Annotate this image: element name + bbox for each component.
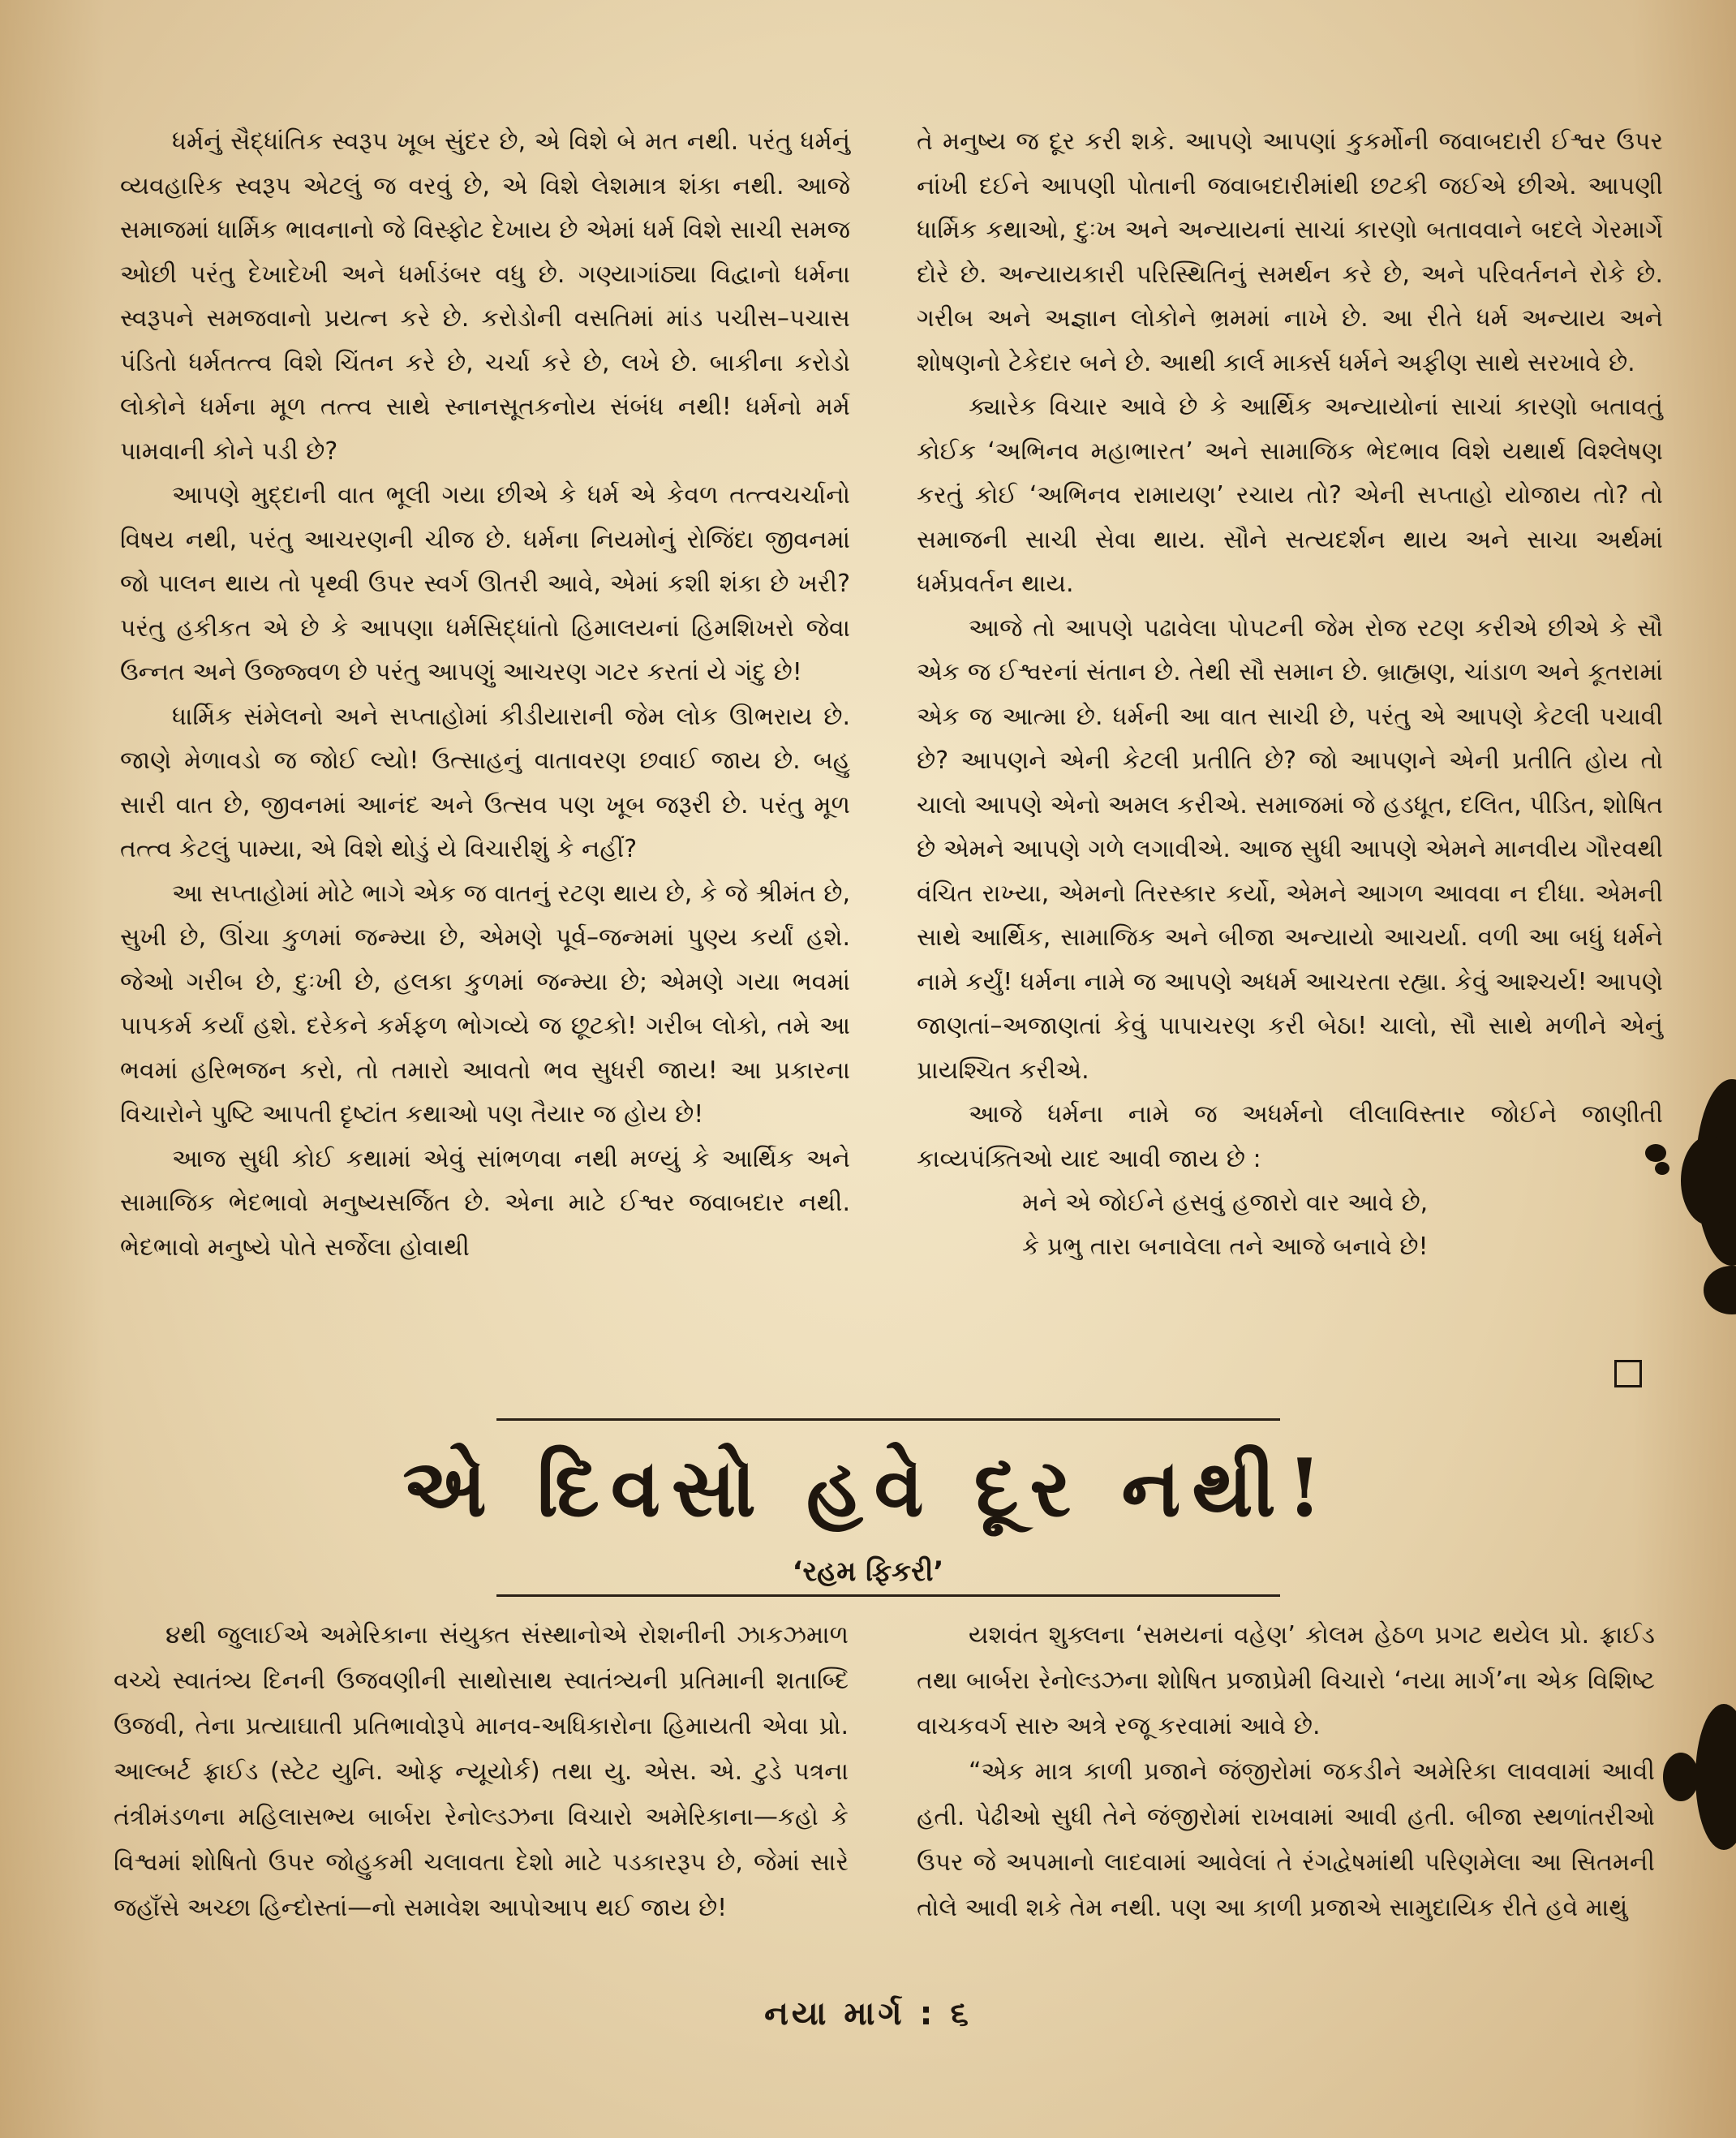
ink-stain <box>1681 1136 1736 1225</box>
poem-line: મને એ જોઈને હસવું હજારો વાર આવે છે, <box>1022 1189 1429 1217</box>
ink-stain <box>1663 1753 1699 1801</box>
paragraph: આજે તો આપણે પઢાવેલા પોપટની જેમ રોજ રટણ કરીએ છીએ કે સૌ એક જ ઈશ્વરનાં સંતાન છે. તેથી સૌ સમાન છે. બ્રાહ્મણ, ચાંડાળ અને કૂતરામાં એક જ આત્મા છે. ધર્મની આ વાત સાચી છે, પરંતુ એ આપણે કેટલી પચાવી છે? આપણને એની કેટલી પ્રતીતિ છે? જો આપણને એની પ્રતીતિ હોય તો ચાલો આપણે એનો અમલ કરીએ. સમાજમાં જે હડધૂત, દલિત, પીડિત, શોષિત છે એમને આપણે ગળે લગાવીએ. આજ સુધી આપણે એમને માનવીય ગૌરવથી વંચિત રાખ્યા, એમનો તિરસ્કાર કર્યો, એમને આગળ આવવા ન દીધા. એમની સાથે આર્થિક, સામાજિક અને બીજા અન્યાયો આચર્યા. વળી આ બધું ધર્મને નામે કર્યું! ધર્મના નામે જ આપણે અધર્મ આચરતા રહ્યા. કેવું આશ્ચર્ય! આપણે જાણતાં–અજાણતાં કેવું પાપાચરણ કરી બેઠા! ચાલો, સૌ સાથે મળીને એનું પ્રાયશ્ચિત કરીએ. <box>917 613 1663 1085</box>
article-byline: ‘રહમ ફિકરી’ <box>792 1555 944 1588</box>
paragraph: ધર્મનું સૈદ્ધાંતિક સ્વરૂપ ખૂબ સુંદર છે, એ વિશે બે મત નથી. પરંતુ ધર્મનું વ્યવહારિક સ્વરૂપ એટલું જ વરવું છે, એ વિશે લેશમાત્ર શંકા નથી. આજે સમાજમાં ધાર્મિક ભાવનાનો જે વિસ્ફોટ દેખાય છે એમાં ધર્મ વિશે સાચી સમજ ઓછી પરંતુ દેખાદેખી અને ધર્માડંબર વધુ છે. ગણ્યાગાંઠ્યા વિદ્વાનો ધર્મના સ્વરૂપને સમજવાનો પ્રયત્ન કરે છે. કરોડોની વસતિમાં માંડ પચીસ–પચાસ પંડિતો ધર્મતત્ત્વ વિશે ચિંતન કરે છે, ચર્ચા કરે છે, લખે છે. બાકીના કરોડો લોકોને ધર્મના મૂળ તત્ત્વ સાથે સ્નાનસૂતકનોય સંબંધ નથી! ધર્મનો મર્મ પામવાની કોને પડી છે? <box>120 127 850 466</box>
paragraph: તે મનુષ્ય જ દૂર કરી શકે. આપણે આપણાં કુકર્મોની જવાબદારી ઈશ્વર ઉપર નાંખી દઈને આપણી પોતાની જવાબદારીમાંથી છટકી જઈએ છીએ. આપણી ધાર્મિક કથાઓ, દુઃખ અને અન્યાયનાં સાચાં કારણો બતાવવાને બદલે ગેરમાર્ગે દોરે છે. અન્યાયકારી પરિસ્થિતિનું સમર્થન કરે છે, અને પરિવર્તનને રોકે છે. ગરીબ અને અજ્ઞાન લોકોને ભ્રમમાં નાખે છે. આ રીતે ધર્મ અન્યાય અને શોષણનો ટેકેદાર બને છે. આથી કાર્લ માર્ક્સ ધર્મને અફીણ સાથે સરખાવે છે. <box>917 127 1663 377</box>
paragraph: આ સપ્તાહોમાં મોટે ભાગે એક જ વાતનું રટણ થાય છે, કે જે શ્રીમંત છે, સુખી છે, ઊંચા કુળમાં જન્મ્યા છે, એમણે પૂર્વ–જન્મમાં પુણ્ય કર્યાં હશે. જેઓ ગરીબ છે, દુઃખી છે, હલકા કુળમાં જન્મ્યા છે; એમણે ગયા ભવમાં પાપકર્મ કર્યાં હશે. દરેકને કર્મફળ ભોગવ્યે જ છૂટકો! ગરીબ લોકો, તમે આ ભવમાં હરિભજન કરો, તો તમારો આવતો ભવ સુધરી જાય! આ પ્રકારના વિચારોને પુષ્ટિ આપતી દૃષ્ટાંત કથાઓ પણ તૈયાર જ હોય છે! <box>120 879 850 1129</box>
article2-column-right <box>917 1613 1655 1931</box>
paragraph: ધાર્મિક સંમેલનો અને સપ્તાહોમાં કીડીયારાની જેમ લોક ઊભરાય છે. જાણે મેળાવડો જ જોઈ લ્યો! ઉત્સાહનું વાતાવરણ છવાઈ જાય છે. બહુ સારી વાત છે, જીવનમાં આનંદ અને ઉત્સવ પણ ખૂબ જરૂરી છે. પરંતુ મૂળ તત્ત્વ કેટલું પામ્યા, એ વિશે થોડું યે વિચારીશું કે નહીં? <box>120 702 850 863</box>
headline-rule-bottom <box>496 1594 1280 1597</box>
poem-line: કે પ્રભુ તારા બનાવેલા તને આજે બનાવે છે! <box>1022 1232 1429 1261</box>
paragraph: “એક માત્ર કાળી પ્રજાને જંજીરોમાં જકડીને અમેરિકા લાવવામાં આવી હતી. પેઢીઓ સુધી તેને જંજીરોમાં રાખવામાં આવી હતી. બીજા સ્થળાંતરીઓ ઉપર જે અપમાનો લાદવામાં આવેલાં તે રંગદ્વેષમાંથી પરિણમેલા આ સિતમની તોલે આવી શકે તેમ નથી. પણ આ કાળી પ્રજાએ સામુદાયિક રીતે હવે માથું <box>917 1757 1655 1922</box>
headline-rule-top <box>496 1418 1280 1421</box>
paragraph: આપણે મુદ્દાની વાત ભૂલી ગયા છીએ કે ધર્મ એ કેવળ તત્ત્વચર્ચાનો વિષય નથી, પરંતુ આચરણની ચીજ છે. ધર્મના નિયમોનું રોજિંદા જીવનમાં જો પાલન થાય તો પૃથ્વી ઉપર સ્વર્ગ ઊતરી આવે, એમાં કશી શંકા છે ખરી? પરંતુ હકીકત એ છે કે આપણા ધર્મસિદ્ધાંતો હિમાલયનાં હિમશિખરો જેવા ઉન્નત અને ઉજ્જ્વળ છે પરંતુ આપણું આચરણ ગટર કરતાં યે ગંદુ છે! <box>120 481 850 686</box>
paragraph: યશવંત શુક્લના ‘સમયનાં વહેણ’ કોલમ હેઠળ પ્રગટ થયેલ પ્રો. ફ્રાઈડ તથા બાર્બરા રેનોલ્ડઝના શોષિત પ્રજાપ્રેમી વિચારો ‘નયા માર્ગ’ના એક વિશિષ્ટ વાચકવર્ગ સારુ અત્રે રજૂ કરવામાં આવે છે. <box>917 1621 1655 1740</box>
paragraph: આજે ધર્મના નામે જ અધર્મનો લીલાવિસ્તાર જોઈને જાણીતી કાવ્યપંક્તિઓ યાદ આવી જાય છે : <box>917 1100 1663 1173</box>
paragraph: ક્યારેક વિચાર આવે છે કે આર્થિક અન્યાયોનાં સાચાં કારણો બતાવતું કોઈક ‘અભિનવ મહાભારત’ અને સામાજિક ભેદભાવ વિશે યથાર્થ વિશ્લેષણ કરતું કોઈ ‘અભિનવ રામાયણ’ રચાય તો? એની સપ્તાહો યોજાય તો? તો સમાજની સાચી સેવા થાય. સૌને સત્યદર્શન થાય અને સાચા અર્થમાં ધર્મપ્રવર્તન થાય. <box>917 393 1663 598</box>
article-column-right <box>917 120 1663 1269</box>
article2-column-left <box>114 1613 849 1931</box>
ink-stain <box>1645 1144 1666 1162</box>
ink-stain <box>1655 1162 1669 1175</box>
paragraph: આજ સુધી કોઈ કથામાં એવું સાંભળવા નથી મળ્યું કે આર્થિક અને સામાજિક ભેદભાવો મનુષ્યસર્જિત છે. એના માટે ઈશ્વર જવાબદાર નથી. ભેદભાવો મનુષ્યે પોતે સર્જેલા હોવાથી <box>120 1144 850 1262</box>
paragraph: ૪થી જુલાઈએ અમેરિકાના સંયુક્ત સંસ્થાનોએ રોશનીની ઝાકઝમાળ વચ્ચે સ્વાતંત્ર્ય દિનની ઉજવણીની સાથોસાથ સ્વાતંત્ર્યની પ્રતિમાની શતાબ્દિ ઉજવી, તેના પ્રત્યાઘાતી પ્રતિભાવોરૂપે માનવ-અધિકારોના હિમાયતી એવા પ્રો. આલ્બર્ટ ફ્રાઈડ (સ્ટેટ યુનિ. ઓફ ન્યૂયોર્ક) તથા યુ. એસ. એ. ટુડે પત્રના તંત્રીમંડળના મહિલાસભ્ય બાર્બરા રેનોલ્ડઝના વિચારો અમેરિકાના—કહો કે વિશ્વમાં શોષિતો ઉપર જોહુકમી ચલાવતા દેશો માટે પડકારરૂપ છે, જેમાં સારે જહાઁસે અચ્છા હિન્દોસ્તાં—નો સમાવેશ આપોઆપ થઈ જાય છે! <box>114 1621 849 1922</box>
poem-quote <box>917 1181 1663 1269</box>
article-column-left <box>120 120 850 1270</box>
article-headline: એ દિવસો હવે દૂર નથી! <box>402 1442 1334 1535</box>
page-footer: નયા માર્ગ : ૬ <box>764 1995 972 2033</box>
end-of-article-mark <box>1614 1360 1642 1387</box>
